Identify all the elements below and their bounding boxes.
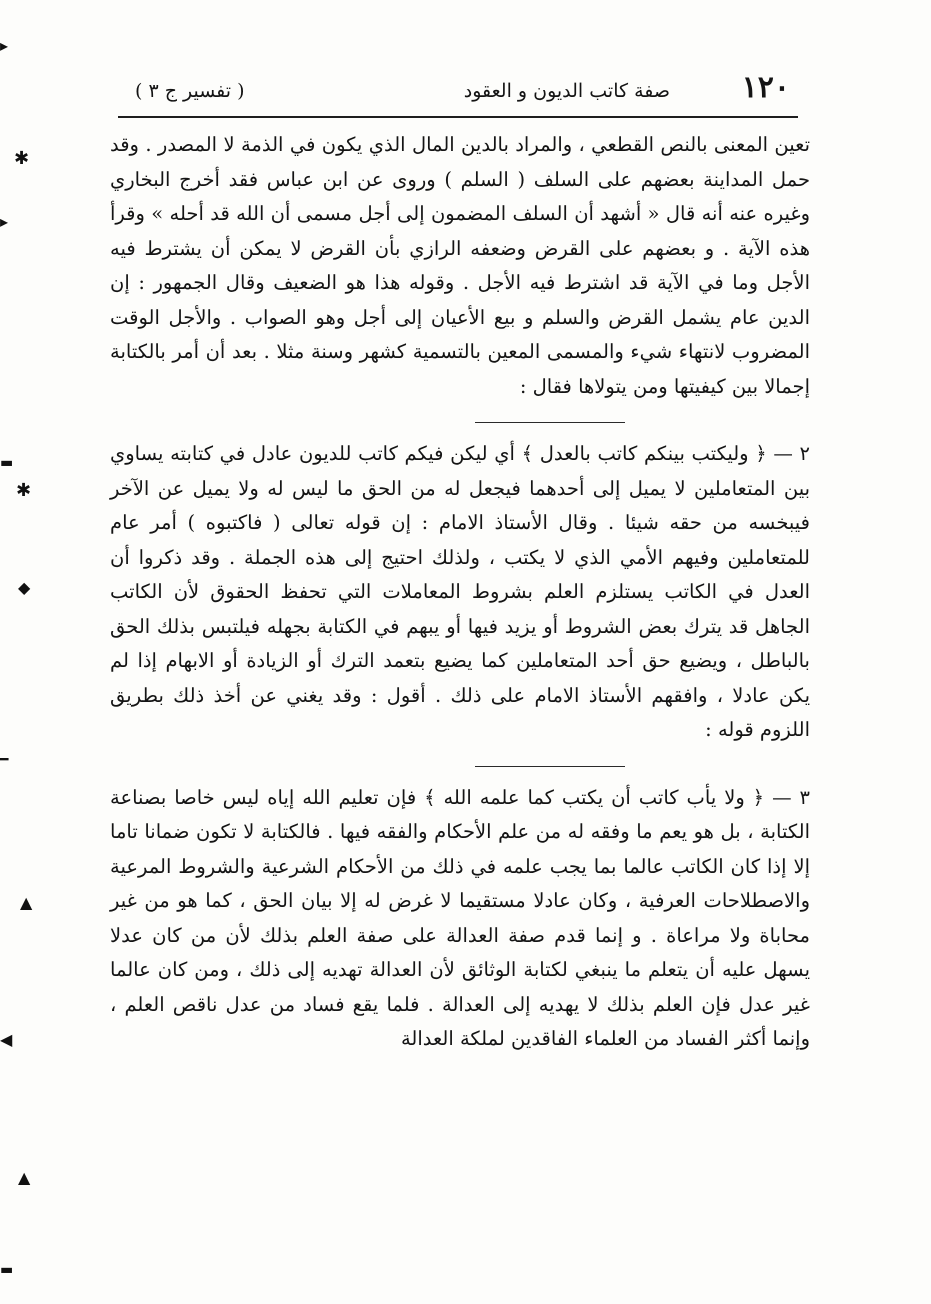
section-divider — [475, 422, 625, 423]
section-divider — [475, 766, 625, 767]
margin-mark-icon: ◀ — [0, 1030, 13, 1049]
margin-mark-icon: ▸ — [0, 36, 9, 55]
margin-mark-icon: ▲ — [20, 893, 33, 912]
margin-mark-icon: ━ — [0, 752, 9, 768]
margin-mark-icon: ◆ — [18, 578, 31, 597]
margin-mark-icon: ▬ — [0, 455, 14, 471]
page-header — [125, 70, 790, 112]
page-body — [110, 128, 810, 1057]
header-divider — [118, 116, 798, 118]
margin-mark-icon: ▸ — [0, 212, 9, 231]
page-number: ١٢٠ — [741, 70, 790, 105]
paragraph-intro: تعين المعنى بالنص القطعي ، والمراد بالدين المال الذي يكون في الذمة لا المصدر . وقد حمل المداينة بعضهم على السلف ( السلم ) وروى عن ابن عباس فقد أخرج البخاري وغيره عنه أنه قال « أشهد أن السلف المضمون إلى أجل مسمى أن الله قد أحله » وقرأ هذه الآية . و بعضهم على القرض وضعفه الرازي بأن القرض لا يمكن أن يشترط فيه الأجل وما في الآية قد اشترط فيه الأجل . وقوله هذا هو الضعيف وقال الجمهور : إن الدين عام يشمل القرض والسلم و بيع الأعيان إلى أجل وهو الصواب . والأجل الوقت المضروب لانتهاء شيء والمسمى المعين بالتسمية كشهر وسنة مثلا . بعد أن أمر بالكتابة إجمالا بين كيفيتها ومن يتولاها فقال : — [110, 133, 810, 398]
paragraph-point-2: ٢ — ﴿ وليكتب بينكم كاتب بالعدل ﴾ أي ليكن فيكم كاتب للديون عادل في كتابته يساوي بين المتعاملين لا يميل إلى أحدهما فيجعل له من الحق ما ليس له ولا يميل عن الآخر فيبخسه من حقه شيئا . وقال الأستاذ الامام : إن قوله تعالى ( فاكتبوه ) أمر عام للمتعاملين وفيهم الأمي الذي لا يكتب ، ولذلك احتيج إلى هذه الجملة . وقد ذكروا أن العدل في الكاتب يستلزم العلم بشروط المعاملات التي تحفظ الحقوق لأن الكاتب الجاهل قد يترك بعض الشروط أو يزيد فيها أو يبهم في الكتابة بجهله فيلتبس بذلك الحق بالباطل ، ويضيع حق أحد المتعاملين كما يضيع بتعمد الترك أو الزيادة أو الابهام إذا لم يكن عادلا ، وافقهم الأستاذ الامام على ذلك . أقول : وقد يغني عن أخذ ذلك بطريق اللزوم قوله : — [110, 442, 810, 741]
paragraph-point-3: ٣ — ﴿ ولا يأب كاتب أن يكتب كما علمه الله ﴾ فإن تعليم الله إياه ليس خاصا بصناعة الكتابة ، بل هو يعم ما وفقه له من علم الأحكام والفقه فيها . فالكتابة لا تكون ضمانا تاما إلا إذا كان الكاتب عالما بما يجب علمه في ذلك من الأحكام الشرعية والشروط المرعية والاصطلاحات العرفية ، وكان عادلا مستقيما لا غرض له إلا بيان الحق ، كما هو من غير محاباة ولا مراعاة . و إنما قدم صفة العدالة على صفة العلم بذلك لأن من كان عدلا يسهل عليه أن يتعلم ما ينبغي لكتابة الوثائق لأن العدالة تهديه إلى ذلك ، ومن كان عالما غير عدل فإن العلم بذلك لا يهديه إلى العدالة . فلما يقع فساد من عدل ناقص العلم ، وإنما أكثر الفساد من العلماء الفاقدين لملكة العدالة — [110, 785, 810, 1050]
margin-mark-icon: ▬ — [0, 1262, 14, 1278]
book-volume: ( تفسير ج ٣ ) — [135, 80, 245, 102]
margin-mark-icon: ✱ — [14, 148, 30, 169]
running-title: صفة كاتب الديون و العقود — [463, 80, 670, 102]
margin-mark-icon: ▲ — [18, 1168, 31, 1187]
margin-mark-icon: ✱ — [16, 480, 32, 501]
